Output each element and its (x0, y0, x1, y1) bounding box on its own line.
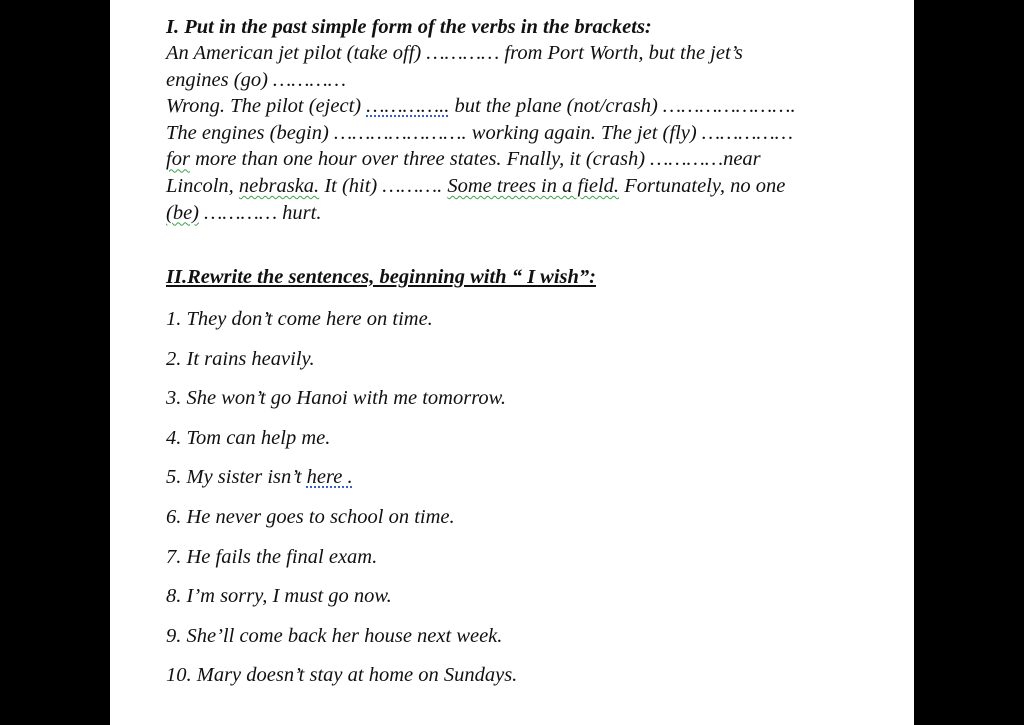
list-item: 1. They don’t come here on time. (166, 308, 433, 330)
list-item: 10. Mary doesn’t stay at home on Sundays. (166, 664, 518, 687)
line6-word-nebraska: nebraska. (238, 174, 320, 197)
paragraph-line-1: An American jet pilot (take off) ………… from Port Worth, but the jet’s (166, 42, 743, 64)
list-item: 7. He fails the final exam. (166, 545, 378, 568)
list-item (166, 464, 517, 504)
line6-text-e: Fortunately, no one (619, 174, 786, 197)
paragraph-line-5 (166, 146, 896, 173)
line7-word-be: (be) (166, 201, 200, 224)
item5-word-here: here . (306, 466, 353, 489)
line3-text-a: Wrong. The pilot (eject) (166, 95, 367, 118)
section1-paragraph (166, 40, 896, 226)
list-item: 2. It rains heavily. (166, 347, 315, 370)
list-item: 6. He never goes to school on time. (166, 505, 455, 528)
line7-text: ………… hurt. (199, 201, 322, 224)
line3-blank: ………….. (366, 95, 450, 118)
item5-text: 5. My sister isn’t (166, 466, 307, 489)
line6-text-c: It (hit) ………. (319, 174, 448, 197)
line6-phrase-trees: Some trees in a field. (447, 174, 620, 197)
line6-text-a: Lincoln, (166, 174, 239, 197)
paragraph-line-6 (166, 173, 896, 200)
list-item: 8. I’m sorry, I must go now. (166, 585, 392, 608)
line5-text: more than one hour over three states. Fnally, it (crash) …………near (189, 148, 761, 171)
paragraph-line-4: The engines (begin) …………………. working again. The jet (fly) …………… (166, 121, 793, 144)
paragraph-line-7 (166, 200, 896, 227)
document-page (110, 0, 914, 725)
list-item: 3. She won’t go Hanoi with me tomorrow. (166, 387, 506, 410)
sentence-list (166, 306, 517, 702)
section2-heading: II.Rewrite the sentences, beginning with “ I wish”: (166, 266, 596, 288)
list-item: 9. She’ll come back her house next week. (166, 624, 503, 647)
list-item: 4. Tom can help me. (166, 426, 331, 449)
section1-heading: I. Put in the past simple form of the verbs in the brackets: (166, 16, 652, 38)
line3-text-c: but the plane (not/crash) …………………. (449, 95, 796, 118)
worksheet-content (166, 14, 896, 687)
paragraph-line-2: engines (go) ………… (166, 68, 346, 91)
paragraph-line-3 (166, 93, 896, 120)
line5-word-for: for (166, 148, 190, 171)
